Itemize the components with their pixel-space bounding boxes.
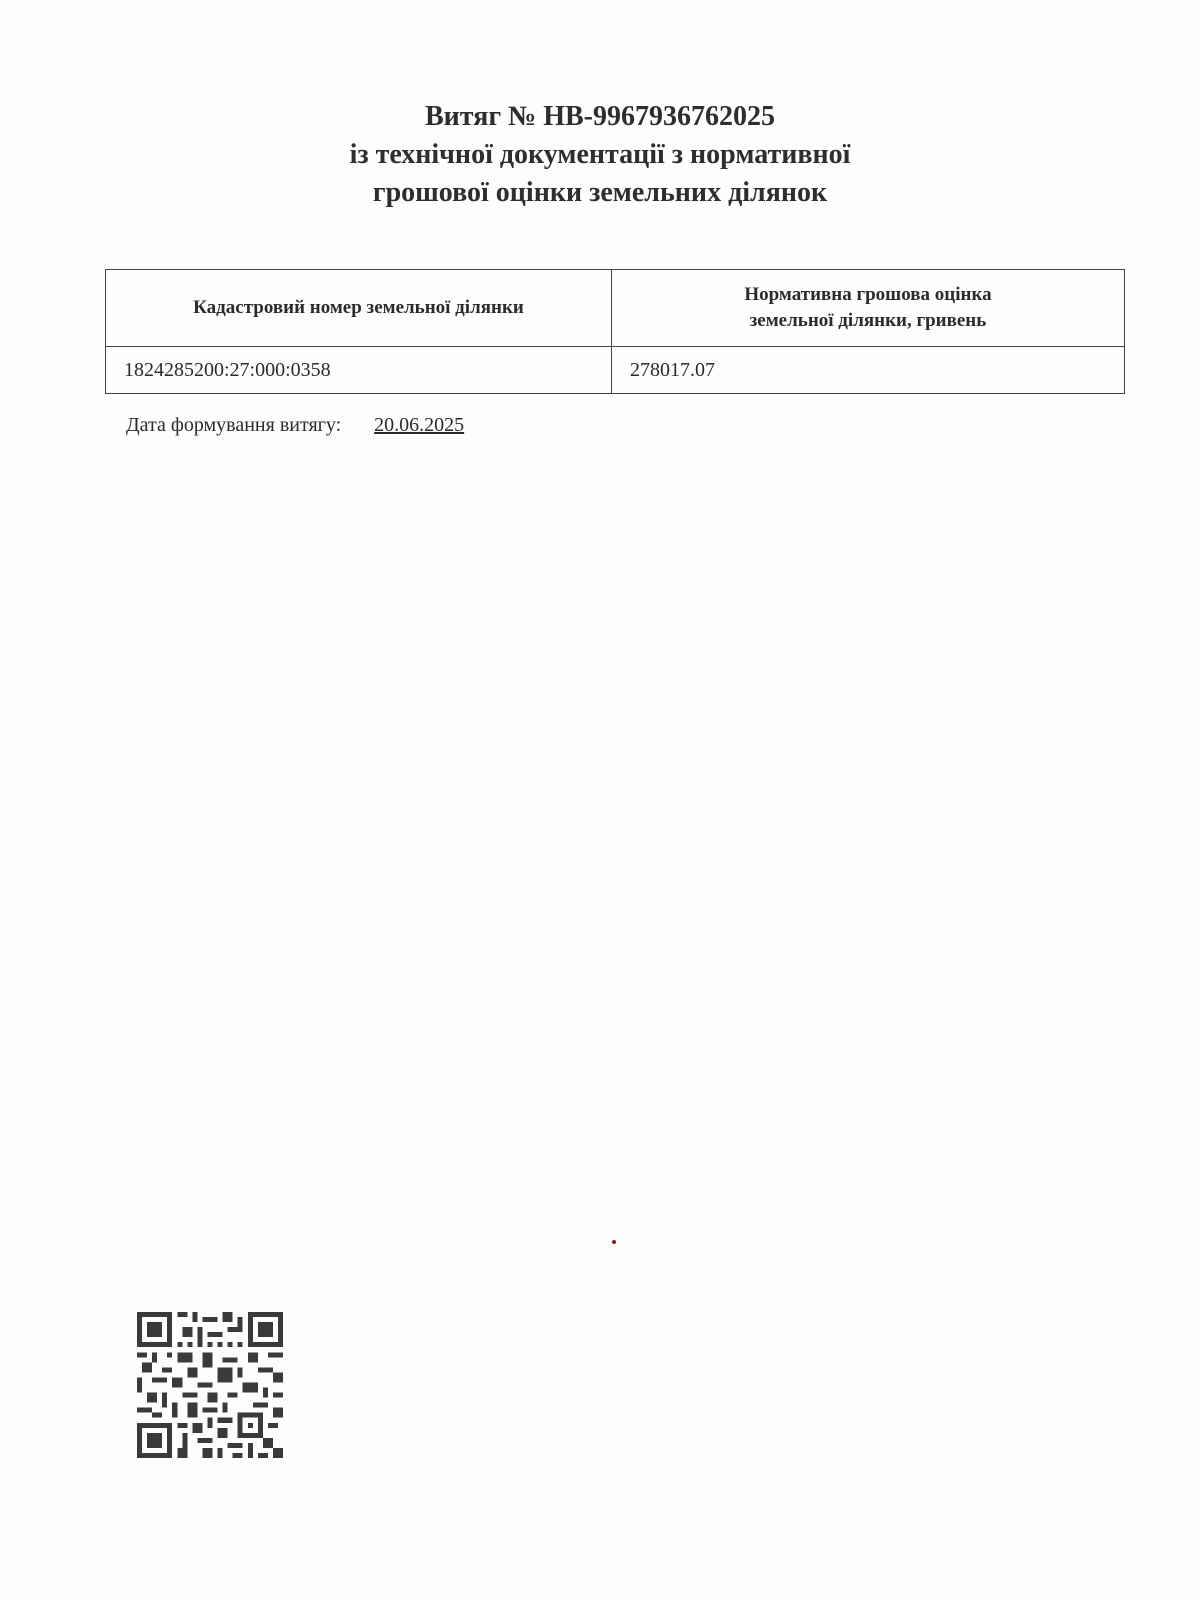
date-value: 20.06.2025 (374, 414, 465, 436)
title-line-2: із технічної документації з нормативної (349, 139, 851, 170)
header-valuation (612, 270, 1125, 347)
title-line-1: Витяг № НВ-9967936762025 (425, 101, 775, 132)
header-valuation-line-1: Нормативна грошова оцінка (744, 284, 992, 305)
document-title (0, 98, 1200, 212)
valuation-table (105, 269, 1125, 394)
qr-code-icon (137, 1312, 283, 1458)
formation-date (126, 414, 464, 437)
cell-cadastral-number: 1824285200:27:000:0358 (106, 347, 612, 394)
title-line-3: грошової оцінки земельних ділянок (372, 177, 828, 208)
table-row (106, 347, 1125, 394)
date-label: Дата формування витягу: (126, 414, 342, 436)
cell-valuation: 278017.07 (612, 347, 1125, 394)
header-cadastral-number: Кадастровий номер земельної ділянки (106, 270, 612, 347)
scan-speck (612, 1240, 616, 1244)
table-header-row (106, 270, 1125, 347)
header-valuation-line-2: земельної ділянки, гривень (749, 310, 987, 331)
